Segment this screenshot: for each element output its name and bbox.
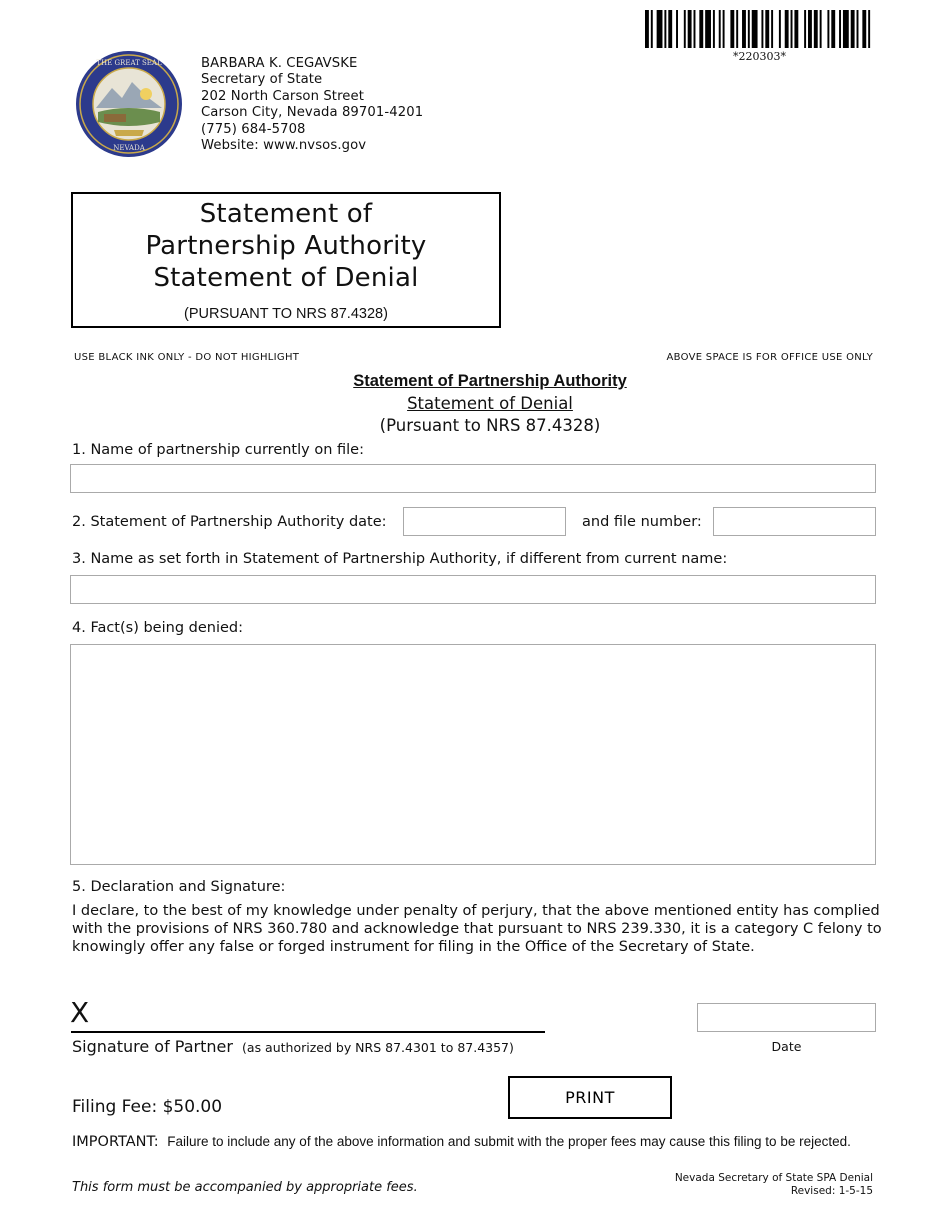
office-phone: (775) 684-5708 bbox=[201, 121, 306, 137]
spa-date-input[interactable] bbox=[403, 507, 566, 536]
nevada-state-seal-icon bbox=[74, 50, 184, 158]
partnership-name-input[interactable] bbox=[70, 464, 876, 493]
office-website: Website: www.nvsos.gov bbox=[201, 138, 367, 154]
file-number-label: and file number: bbox=[582, 514, 702, 530]
svg-text:THE GREAT SEAL: THE GREAT SEAL bbox=[96, 59, 162, 67]
important-text: Failure to include any of the above information and submit with the proper fees may cause this filing to be rejected. bbox=[167, 1134, 851, 1149]
signature-note: (as authorized by NRS 87.4301 to 87.4357) bbox=[242, 1040, 514, 1055]
office-city: Carson City, Nevada 89701-4201 bbox=[201, 105, 424, 121]
file-number-input[interactable] bbox=[713, 507, 876, 536]
signature-x-mark: X bbox=[70, 996, 90, 1029]
date-label: Date bbox=[771, 1039, 802, 1054]
important-row bbox=[72, 1134, 851, 1150]
q3-label: 3. Name as set forth in Statement of Partnership Authority, if different from current name: bbox=[72, 551, 728, 567]
title-line-3: Statement of Denial bbox=[153, 263, 419, 293]
ink-instruction: USE BLACK INK ONLY - DO NOT HIGHLIGHT bbox=[74, 352, 300, 363]
office-name: BARBARA K. CEGAVSKE bbox=[201, 56, 358, 71]
title-pursuant: (PURSUANT TO NRS 87.4328) bbox=[184, 306, 388, 322]
form-heading-1: Statement of Partnership Authority bbox=[353, 372, 627, 390]
title-line-1: Statement of bbox=[199, 199, 373, 229]
signature-line[interactable] bbox=[71, 1031, 545, 1033]
svg-text:NEVADA: NEVADA bbox=[113, 144, 145, 152]
q4-label: 4. Fact(s) being denied: bbox=[72, 620, 243, 636]
print-button[interactable]: PRINT bbox=[508, 1076, 672, 1119]
form-heading-3: (Pursuant to NRS 87.4328) bbox=[379, 416, 601, 435]
office-title: Secretary of State bbox=[201, 72, 323, 88]
office-street: 202 North Carson Street bbox=[201, 88, 365, 104]
office-address-block bbox=[201, 56, 423, 154]
signature-date-input[interactable] bbox=[697, 1003, 876, 1032]
office-use-note: ABOVE SPACE IS FOR OFFICE USE ONLY bbox=[666, 352, 873, 363]
filing-fee: Filing Fee: $50.00 bbox=[72, 1097, 223, 1117]
barcode-number: *220303* bbox=[733, 50, 786, 63]
form-revised: Revised: 1-5-15 bbox=[790, 1185, 873, 1197]
signature-label-row bbox=[72, 1037, 514, 1056]
barcode-icon bbox=[645, 10, 874, 48]
q5-label: 5. Declaration and Signature: bbox=[72, 879, 286, 895]
form-name: Nevada Secretary of State SPA Denial bbox=[674, 1172, 873, 1184]
q2-label: 2. Statement of Partnership Authority date: bbox=[72, 514, 387, 530]
form-title-box bbox=[71, 192, 501, 328]
important-label: IMPORTANT: bbox=[72, 1134, 159, 1150]
title-line-2: Partnership Authority bbox=[145, 231, 427, 261]
footer-fee-note: This form must be accompanied by appropriate fees. bbox=[72, 1180, 418, 1195]
form-heading-2: Statement of Denial bbox=[407, 394, 573, 413]
signature-label: Signature of Partner bbox=[72, 1037, 233, 1056]
name-as-set-forth-input[interactable] bbox=[70, 575, 876, 604]
form-identifier bbox=[675, 1172, 873, 1198]
q1-label: 1. Name of partnership currently on file: bbox=[72, 442, 364, 458]
facts-denied-textarea[interactable] bbox=[70, 644, 876, 865]
declaration-text: I declare, to the best of my knowledge under penalty of perjury, that the above mentioned entity has complied with the provisions of NRS 360.780 and acknowledge that pursuant to NRS 239.330, it is a category C felony to knowingly offer any false or forged instrument for filing in the Office of the Secretary of State. bbox=[72, 903, 882, 955]
